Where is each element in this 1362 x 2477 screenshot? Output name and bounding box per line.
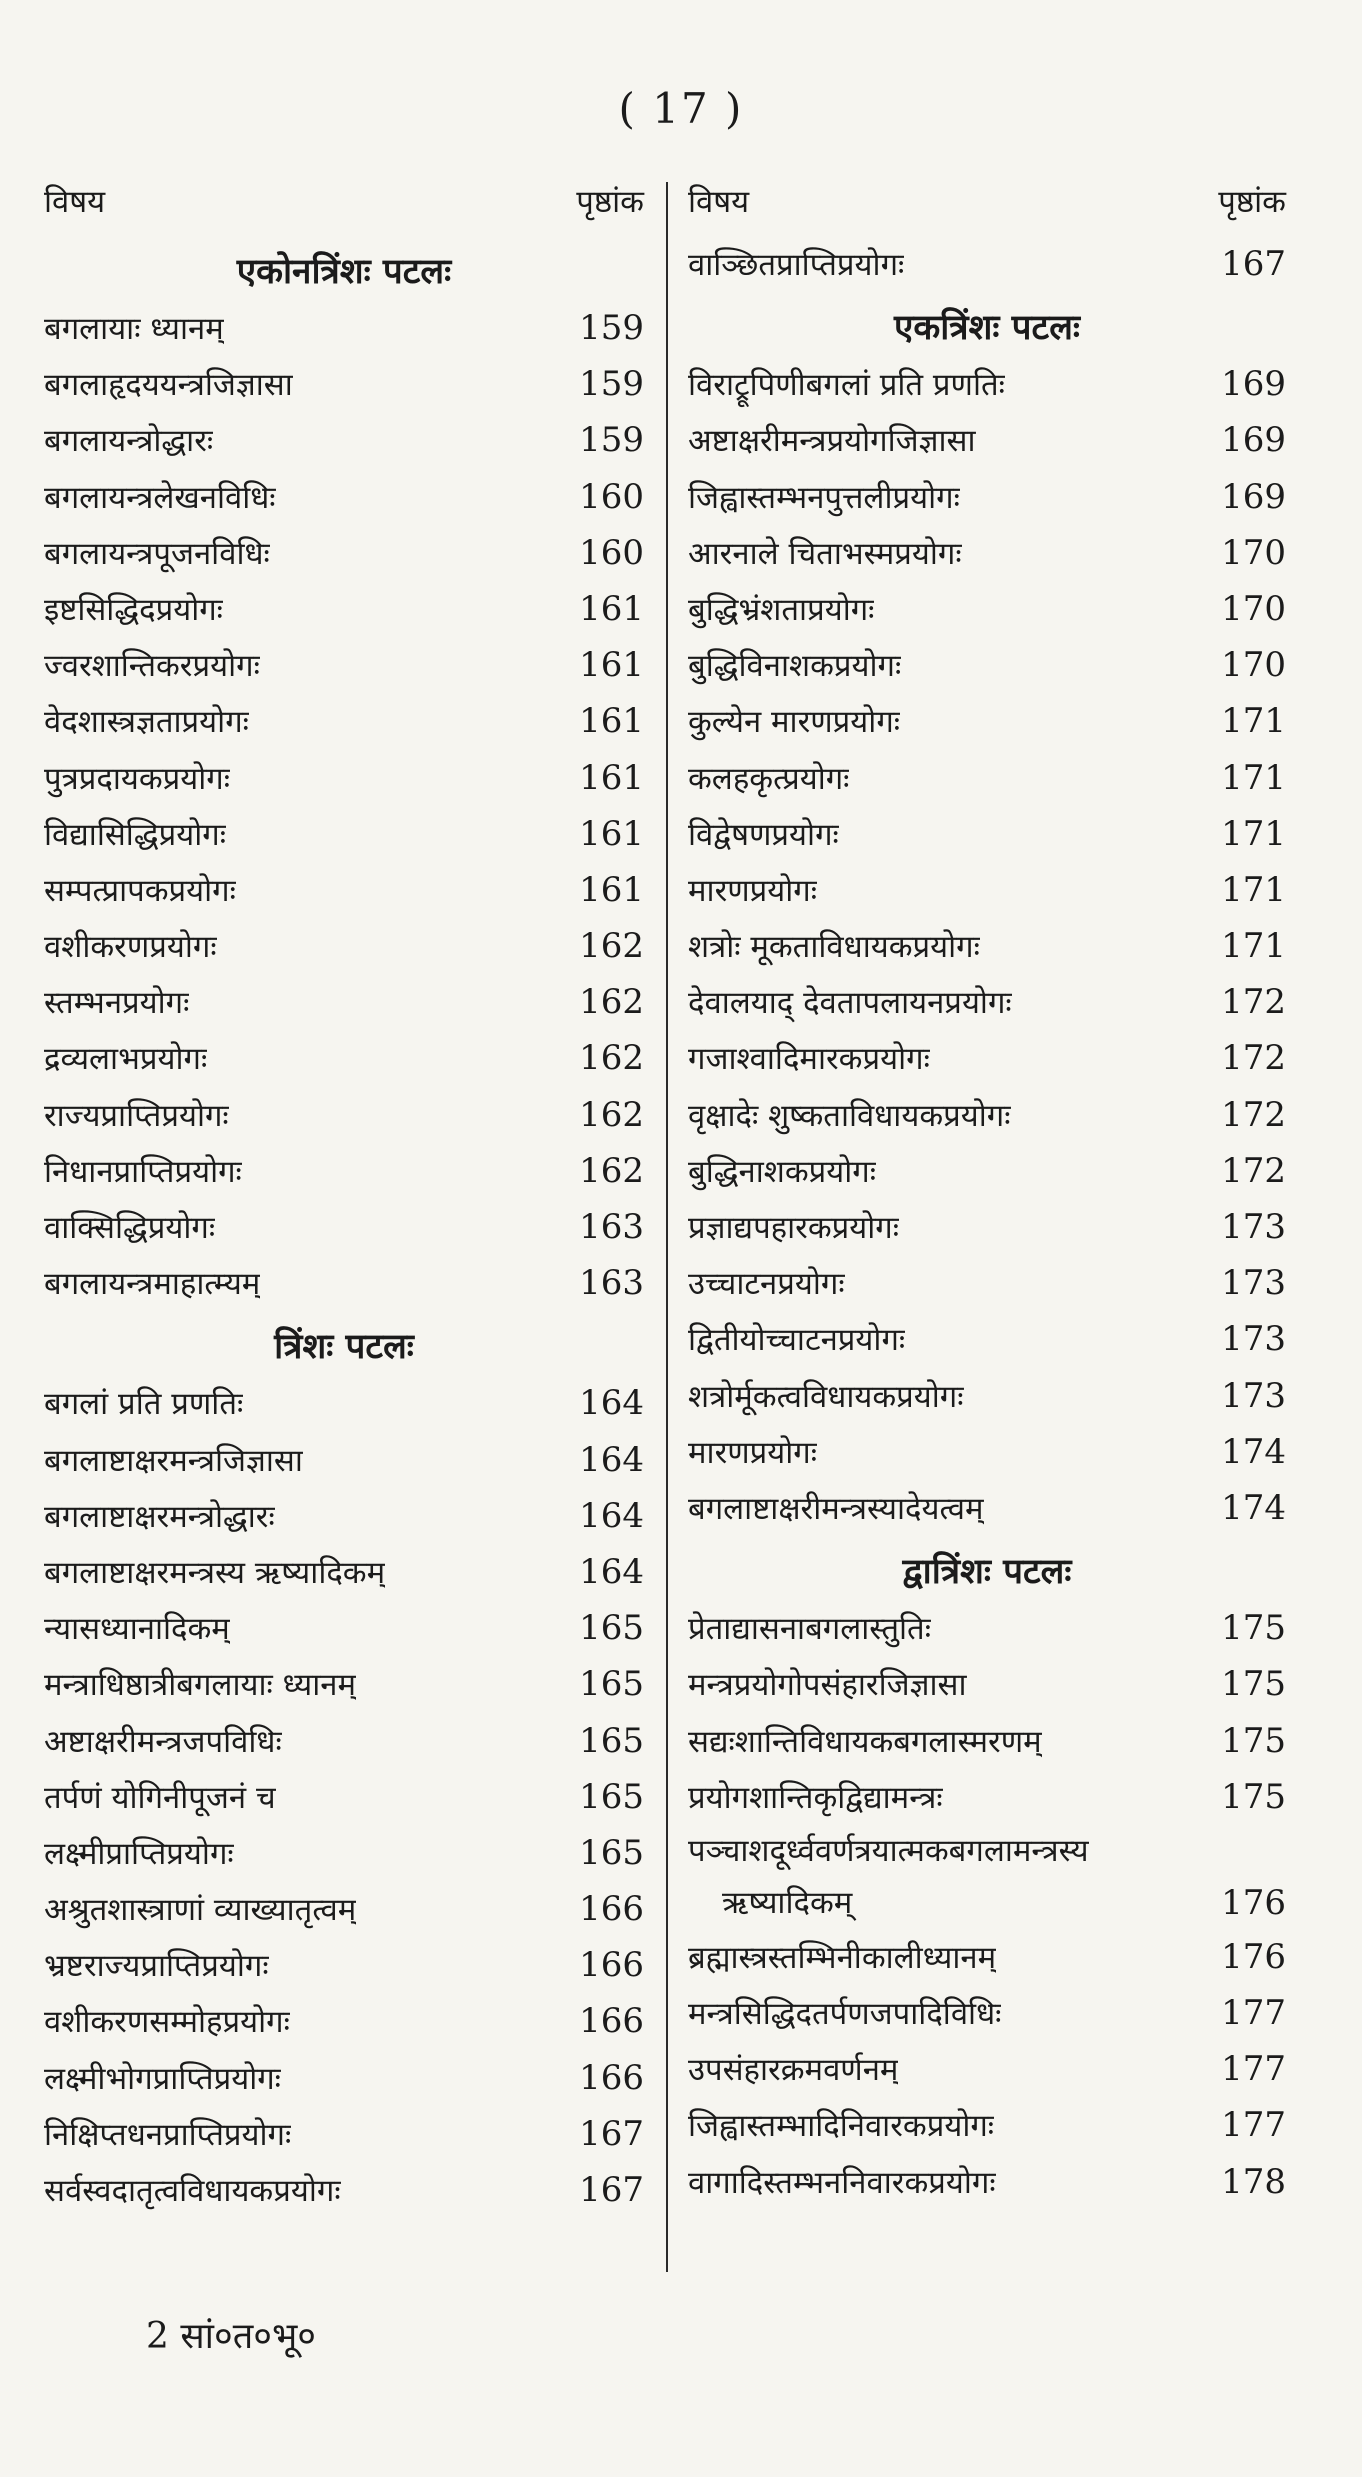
subject-heading: विषय xyxy=(688,184,750,220)
toc-entry xyxy=(688,1713,1286,1769)
toc-entry-title: विद्यासिद्धिप्रयोगः xyxy=(44,816,226,853)
toc-entry xyxy=(44,693,644,749)
toc-entry-page: 162 xyxy=(579,1150,644,1191)
toc-entry-title: पञ्चाशदूर्ध्ववर्णत्रयात्मकबगलामन्त्रस्य xyxy=(688,1832,1089,1869)
toc-entry-page: 161 xyxy=(579,701,644,742)
toc-entry-page: 177 xyxy=(1221,1993,1286,2034)
toc-entry-page: 172 xyxy=(1221,1150,1286,1191)
toc-entry-title: जिह्वास्तम्भनपुत्तलीप्रयोगः xyxy=(688,479,960,516)
toc-entry-page: 177 xyxy=(1221,2105,1286,2146)
toc-entry xyxy=(44,525,644,581)
toc-entry xyxy=(44,412,644,468)
subject-heading: विषय xyxy=(44,184,106,220)
toc-entry xyxy=(44,1544,644,1600)
toc-entry-title: इष्टसिद्धिदप्रयोगः xyxy=(44,591,223,628)
toc-entry-title: वशीकरणप्रयोगः xyxy=(44,929,217,966)
toc-entry-page: 159 xyxy=(579,364,644,405)
right-column xyxy=(688,180,1286,2210)
toc-entry xyxy=(688,356,1286,412)
toc-entry-title: ब्रह्मास्त्रस्तम्भिनीकालीध्यानम् xyxy=(688,1939,997,1976)
toc-entry-title: बगलाष्टाक्षरीमन्त्रस्यादेयत्वम् xyxy=(688,1490,984,1527)
toc-entry-title: भ्रष्टराज्यप्राप्तिप्रयोगः xyxy=(44,1948,269,1985)
toc-entry-page: 177 xyxy=(1221,2049,1286,2090)
toc-entry-page: 170 xyxy=(1221,645,1286,686)
toc-entry xyxy=(44,1488,644,1544)
toc-entry-title: वृक्षादेः शुष्कताविधायकप्रयोगः xyxy=(688,1097,1011,1134)
toc-entry-title: सर्वस्वदातृत्वविधायकप्रयोगः xyxy=(44,2173,341,2209)
toc-entry-title: तर्पणं योगिनीपूजनं च xyxy=(44,1779,276,1816)
toc-entry xyxy=(688,1929,1286,1985)
toc-entry xyxy=(688,1424,1286,1480)
toc-entry-page: 161 xyxy=(579,869,644,910)
toc-entry-title: वागादिस्तम्भननिवारकप्रयोगः xyxy=(688,2164,996,2201)
toc-entry-title: बुद्धिभ्रंशताप्रयोगः xyxy=(688,591,875,628)
toc-list xyxy=(44,300,644,1311)
toc-entry xyxy=(688,581,1286,637)
toc-entry-page: 161 xyxy=(579,588,644,629)
toc-entry xyxy=(688,1030,1286,1086)
toc-entry-title: बगलायन्त्रपूजनविधिः xyxy=(44,535,270,572)
toc-entry-page: 173 xyxy=(1221,1207,1286,1247)
toc-entry-page: 166 xyxy=(579,2057,644,2098)
toc-entry xyxy=(44,1087,644,1143)
toc-entry-title: उच्चाटनप्रयोगः xyxy=(688,1266,845,1303)
toc-entry xyxy=(44,862,644,918)
toc-entry-page: 163 xyxy=(579,1263,644,1304)
toc-entry xyxy=(44,806,644,862)
toc-entry-title: न्यासध्यानादिकम् xyxy=(44,1611,230,1648)
toc-entry xyxy=(688,918,1286,974)
toc-entry-title: प्रयोगशान्तिकृद्विद्यामन्त्रः xyxy=(688,1779,943,1816)
toc-entry xyxy=(44,1713,644,1769)
toc-entry-page: 167 xyxy=(579,2170,644,2210)
toc-entry-title: बगलां प्रति प्रणतिः xyxy=(44,1386,244,1423)
column-header xyxy=(44,180,644,236)
toc-entry-page: 161 xyxy=(579,813,644,854)
toc-entry xyxy=(688,469,1286,525)
toc-entry-title: बगलाहृदययन्त्रजिज्ञासा xyxy=(44,367,293,404)
signature-mark: 2 सां०त०भू० xyxy=(146,2316,316,2357)
toc-entry-title: बगलायन्त्रोद्धारः xyxy=(44,423,214,460)
toc-entry xyxy=(44,1937,644,1993)
toc-entry xyxy=(44,1432,644,1488)
toc-entry-page: 173 xyxy=(1221,1263,1286,1304)
toc-entry-page: 172 xyxy=(1221,1038,1286,1079)
toc-entry xyxy=(44,1143,644,1199)
toc-entry xyxy=(688,693,1286,749)
toc-entry-page: 165 xyxy=(579,1608,644,1649)
toc-entry-title: मारणप्रयोगः xyxy=(688,1434,818,1471)
toc-entry-page: 165 xyxy=(579,1720,644,1761)
toc-entry xyxy=(688,1600,1286,1656)
toc-entry xyxy=(688,1769,1286,1825)
toc-entry xyxy=(44,1375,644,1431)
toc-entry-title: प्रेताद्यासनाबगलास्तुतिः xyxy=(688,1611,931,1648)
toc-entry-title: लक्ष्मीप्राप्तिप्रयोगः xyxy=(44,1835,234,1872)
toc-entry xyxy=(44,469,644,525)
toc-entry-page: 164 xyxy=(579,1383,644,1424)
toc-entry-title: बगलाष्टाक्षरमन्त्रोद्धारः xyxy=(44,1498,275,1535)
toc-entry-title: बगलाष्टाक्षरमन्त्रस्य ऋष्यादिकम् xyxy=(44,1554,386,1591)
toc-entry-page: 169 xyxy=(1221,476,1286,517)
toc-entry-title: बगलाष्टाक्षरमन्त्रजिज्ञासा xyxy=(44,1442,303,1479)
toc-entry xyxy=(44,2106,644,2162)
toc-entry-title: अश्रुतशास्त्राणां व्याख्यातृत्वम् xyxy=(44,1892,357,1929)
toc-entry-title: वेदशास्त्रज्ञताप्रयोगः xyxy=(44,704,249,741)
toc-entry xyxy=(688,1143,1286,1199)
toc-entry-title: मन्त्रप्रयोगोपसंहारजिज्ञासा xyxy=(688,1667,967,1704)
toc-entry-title: बुद्धिविनाशकप्रयोगः xyxy=(688,648,902,685)
toc-entry-page: 162 xyxy=(579,1038,644,1079)
toc-entry-page: 164 xyxy=(579,1551,644,1592)
toc-entry-title: द्रव्यलाभप्रयोगः xyxy=(44,1041,208,1078)
toc-entry xyxy=(44,637,644,693)
toc-entry-title: देवालयाद् देवतापलायनप्रयोगः xyxy=(688,985,1012,1022)
toc-entry xyxy=(44,300,644,356)
toc-list xyxy=(688,1929,1286,2210)
toc-entry xyxy=(44,1600,644,1656)
toc-entry-page: 161 xyxy=(579,757,644,798)
toc-entry-page: 170 xyxy=(1221,588,1286,629)
toc-entry xyxy=(688,412,1286,468)
toc-entry-title: बुद्धिनाशकप्रयोगः xyxy=(688,1153,876,1190)
toc-entry xyxy=(688,2097,1286,2153)
toc-entry-page: 171 xyxy=(1221,869,1286,910)
toc-entry-page: 173 xyxy=(1221,1319,1286,1360)
toc-entry-title: निक्षिप्तधनप्राप्तिप्रयोगः xyxy=(44,2116,292,2153)
toc-entry-title: मन्त्रसिद्धिदतर्पणजपादिविधिः xyxy=(688,1996,1002,2033)
toc-entry-page: 176 xyxy=(1221,1936,1286,1977)
toc-entry-title: स्तम्भनप्रयोगः xyxy=(44,985,190,1022)
toc-entry-page: 171 xyxy=(1221,701,1286,742)
toc-entry-page: 169 xyxy=(1221,420,1286,461)
toc-entry xyxy=(44,1881,644,1937)
section-title: एकोनत्रिंशः पटलः xyxy=(236,252,452,292)
toc-entry-page: 165 xyxy=(579,1832,644,1873)
toc-entry-page: 172 xyxy=(1221,982,1286,1023)
toc-entry-title: सद्यःशान्तिविधायकबगलास्मरणम् xyxy=(688,1723,1042,1760)
toc-entry-title: लक्ष्मीभोगप्राप्तिप्रयोगः xyxy=(44,2060,281,2097)
toc-entry-title: ऋष्यादिकम् xyxy=(722,1884,853,1921)
toc-entry xyxy=(688,2154,1286,2210)
toc-entry-page: 164 xyxy=(579,1495,644,1536)
toc-entry-title: अष्टाक्षरीमन्त्रजपविधिः xyxy=(44,1723,282,1760)
toc-entry-page: 162 xyxy=(579,1094,644,1135)
toc-entry xyxy=(44,1030,644,1086)
toc-entry-title: मारणप्रयोगः xyxy=(688,872,818,909)
toc-entry-page: 175 xyxy=(1221,1664,1286,1705)
toc-entry xyxy=(44,1656,644,1712)
toc-entry xyxy=(44,2050,644,2106)
toc-entry xyxy=(688,1311,1286,1367)
section-title: एकत्रिंशः पटलः xyxy=(894,308,1080,349)
toc-entry-title: शत्रोर्मूकत्वविधायकप्रयोगः xyxy=(688,1378,964,1415)
toc-entry-page: 161 xyxy=(579,645,644,686)
toc-entry-title: कलहकृत्प्रयोगः xyxy=(688,760,850,797)
toc-entry-page: 163 xyxy=(579,1207,644,1247)
toc-entry-title: पुत्रप्रदायकप्रयोगः xyxy=(44,760,230,797)
toc-entry xyxy=(688,1825,1286,1929)
toc-entry xyxy=(688,974,1286,1030)
toc-entry-title: प्रज्ञाद्यपहारकप्रयोगः xyxy=(688,1210,900,1246)
toc-entry-page: 175 xyxy=(1221,1608,1286,1649)
toc-entry xyxy=(688,750,1286,806)
toc-list xyxy=(44,1375,644,2218)
toc-entry-page: 171 xyxy=(1221,926,1286,967)
toc-list xyxy=(688,236,1286,292)
toc-entry-page: 166 xyxy=(579,2001,644,2042)
toc-entry-page: 159 xyxy=(579,420,644,461)
toc-entry-page: 175 xyxy=(1221,1720,1286,1761)
toc-entry-title: अष्टाक्षरीमन्त्रप्रयोगजिज्ञासा xyxy=(688,423,976,460)
toc-entry xyxy=(688,806,1286,862)
toc-entry-page: 166 xyxy=(579,1945,644,1986)
toc-entry xyxy=(688,1656,1286,1712)
toc-entry-title: वशीकरणसम्मोहप्रयोगः xyxy=(44,2004,290,2041)
toc-entry-page: 165 xyxy=(579,1664,644,1705)
toc-entry-title: शत्रोः मूकताविधायकप्रयोगः xyxy=(688,929,980,966)
toc-entry-page: 167 xyxy=(1221,244,1286,284)
toc-entry-title: निधानप्राप्तिप्रयोगः xyxy=(44,1153,242,1190)
toc-entry-title: राज्यप्राप्तिप्रयोगः xyxy=(44,1097,229,1134)
toc-entry xyxy=(688,862,1286,918)
toc-entry xyxy=(688,1199,1286,1255)
toc-entry-page: 170 xyxy=(1221,532,1286,573)
toc-entry-page: 162 xyxy=(579,926,644,967)
toc-entry xyxy=(688,1480,1286,1536)
toc-entry xyxy=(688,1087,1286,1143)
toc-entry-page: 164 xyxy=(579,1439,644,1480)
toc-entry xyxy=(44,974,644,1030)
toc-entry-title: गजाश्वादिमारकप्रयोगः xyxy=(688,1041,930,1078)
toc-entry-page: 178 xyxy=(1221,2161,1286,2202)
toc-entry xyxy=(688,525,1286,581)
toc-entry-title: ज्वरशान्तिकरप्रयोगः xyxy=(44,648,260,685)
page-number: ( 17 ) xyxy=(618,84,744,133)
toc-entry-title: उपसंहारक्रमवर्णनम् xyxy=(688,2052,899,2089)
toc-entry-page: 173 xyxy=(1221,1375,1286,1416)
page-heading: पृष्ठांक xyxy=(576,184,644,220)
toc-entry-page: 166 xyxy=(579,1889,644,1930)
toc-entry xyxy=(688,1985,1286,2041)
toc-entry-title: आरनाले चिताभस्मप्रयोगः xyxy=(688,535,962,572)
toc-entry-title: बगलायाः ध्यानम् xyxy=(44,311,224,347)
toc-entry xyxy=(44,581,644,637)
toc-list xyxy=(688,1600,1286,1825)
toc-entry-page: 162 xyxy=(579,982,644,1023)
toc-entry-page: 171 xyxy=(1221,813,1286,854)
toc-entry-page: 169 xyxy=(1221,364,1286,405)
column-divider xyxy=(666,182,668,2272)
toc-entry-page: 160 xyxy=(579,476,644,517)
page-heading: पृष्ठांक xyxy=(1218,184,1286,220)
toc-entry xyxy=(44,918,644,974)
toc-entry-title: द्वितीयोच्चाटनप्रयोगः xyxy=(688,1322,906,1359)
section-title: द्वात्रिंशः पटलः xyxy=(902,1552,1072,1593)
toc-entry-title: विद्वेषणप्रयोगः xyxy=(688,816,839,853)
toc-entry-page: 159 xyxy=(579,308,644,348)
toc-entry xyxy=(44,1825,644,1881)
toc-entry xyxy=(44,356,644,412)
toc-entry-page: 175 xyxy=(1221,1776,1286,1817)
toc-entry-page: 167 xyxy=(579,2113,644,2154)
toc-entry-title: विराट्रूपिणीबगलां प्रति प्रणतिः xyxy=(688,367,1005,404)
toc-entry-page: 174 xyxy=(1221,1487,1286,1528)
toc-entry-title: बगलायन्त्रलेखनविधिः xyxy=(44,479,276,516)
toc-entry-title: सम्पत्प्रापकप्रयोगः xyxy=(44,872,236,909)
toc-entry-page: 160 xyxy=(579,532,644,573)
section-title: त्रिंशः पटलः xyxy=(274,1327,414,1368)
toc-entry-page: 176 xyxy=(1221,1882,1286,1923)
toc-entry xyxy=(688,2041,1286,2097)
toc-entry-title: बगलायन्त्रमाहात्म्यम् xyxy=(44,1266,261,1303)
toc-entry-page: 171 xyxy=(1221,757,1286,798)
toc-entry xyxy=(44,1993,644,2049)
toc-entry xyxy=(688,1368,1286,1424)
toc-entry-page: 174 xyxy=(1221,1431,1286,1472)
toc-entry-title: कुल्येन मारणप्रयोगः xyxy=(688,704,901,741)
toc-entry-page: 165 xyxy=(579,1776,644,1817)
toc-entry-title: वाक्सिद्धिप्रयोगः xyxy=(44,1210,216,1246)
column-header xyxy=(688,180,1286,236)
toc-entry-page: 172 xyxy=(1221,1094,1286,1135)
toc-entry xyxy=(688,236,1286,292)
toc-entry xyxy=(688,1255,1286,1311)
toc-entry xyxy=(44,750,644,806)
toc-entry-title: मन्त्राधिष्ठात्रीबगलायाः ध्यानम् xyxy=(44,1667,357,1704)
left-column xyxy=(44,180,644,2218)
toc-entry xyxy=(44,1255,644,1311)
toc-list xyxy=(688,356,1286,1536)
toc-entry xyxy=(44,2162,644,2218)
toc-entry-title: वाञ्छितप्राप्तिप्रयोगः xyxy=(688,247,905,283)
toc-entry-title: जिह्वास्तम्भादिनिवारकप्रयोगः xyxy=(688,2108,995,2145)
toc-entry xyxy=(44,1199,644,1255)
toc-entry xyxy=(44,1769,644,1825)
toc-entry xyxy=(688,637,1286,693)
